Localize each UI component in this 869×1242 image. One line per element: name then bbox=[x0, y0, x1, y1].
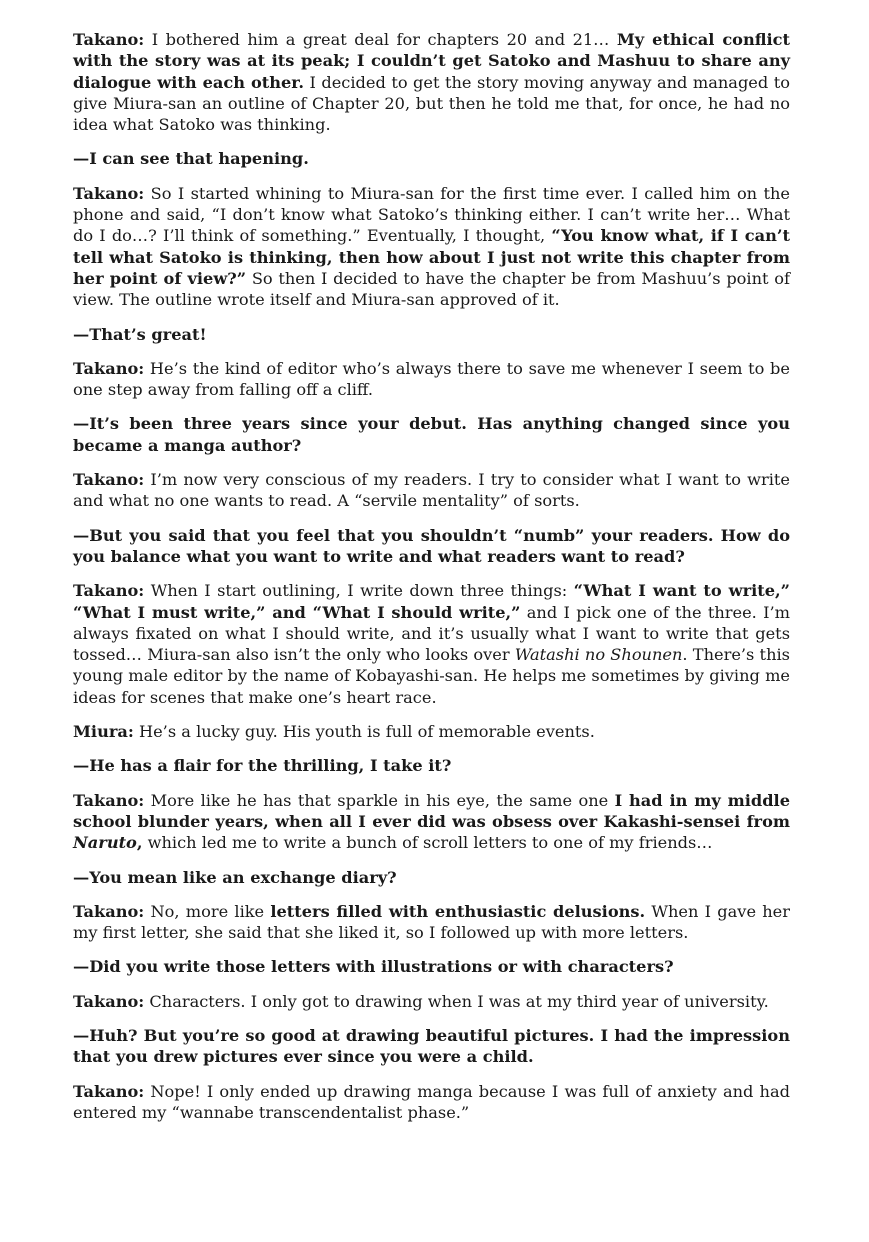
text-segment: —Huh? But you’re so good at drawing beautiful pictures. I had the impression that you drew pictures ever since you were a child. bbox=[73, 1025, 790, 1067]
text-segment: Takano: bbox=[73, 581, 145, 601]
text-segment: “You know what, if I can’t tell what Satoko is thinking, then how about I just not write this chapter from her point of view?” bbox=[73, 226, 790, 288]
interview-text bbox=[73, 29, 790, 1123]
text-segment: Watashi no Shounen bbox=[514, 645, 683, 665]
text-segment: “What I want to write,” “What I must write,” and “What I should write,” bbox=[73, 581, 790, 622]
text-segment: He’s the kind of editor who’s always there to save me whenever I seem to be one step away from falling off a cliff. bbox=[73, 358, 790, 400]
text-segment: So then I decided to have the chapter be from Mashuu’s point of view. The outline wrote itself and Miura-san approved of it. bbox=[73, 268, 790, 310]
text-segment: —But you said that you feel that you shouldn’t “numb” your readers. How do you balance what you want to write and what readers want to read? bbox=[73, 525, 790, 566]
text-segment: Nope! I only ended up drawing manga because I was full of anxiety and had entered my “wannabe transcendentalist phase.” bbox=[73, 1081, 790, 1122]
text-segment: No, more like bbox=[144, 901, 271, 921]
answer-paragraph bbox=[73, 183, 790, 311]
text-segment: —You mean like an exchange diary? bbox=[73, 867, 397, 887]
text-segment: Takano: bbox=[73, 1081, 145, 1101]
question-paragraph bbox=[73, 755, 790, 776]
question-paragraph bbox=[73, 1025, 790, 1068]
text-segment: letters filled with enthusiastic delusions. bbox=[270, 901, 646, 921]
text-segment: Takano: bbox=[73, 183, 145, 203]
text-segment: —That’s great! bbox=[73, 324, 207, 344]
question-paragraph bbox=[73, 413, 790, 456]
answer-paragraph bbox=[73, 790, 790, 854]
text-segment: He’s a lucky guy. His youth is full of memorable events. bbox=[133, 722, 595, 742]
text-segment: and I pick one of the three. I’m always fixated on what I should write, and it’s usually what I want to write that gets tossed… Miura-san also isn’t the only who looks over bbox=[73, 602, 790, 665]
text-segment: When I start outlining, I write down three things: bbox=[144, 581, 574, 601]
answer-paragraph bbox=[73, 469, 790, 512]
text-segment: Miura: bbox=[73, 722, 134, 742]
answer-paragraph bbox=[73, 1081, 790, 1124]
text-segment: —I can see that hapening. bbox=[73, 149, 309, 169]
text-segment: Takano: bbox=[73, 358, 145, 378]
text-segment: , bbox=[136, 833, 143, 853]
text-segment: Takano: bbox=[73, 790, 145, 810]
text-segment: So I started whining to Miura-san for the first time ever. I called him on the phone and said, “I don’t know what Satoko’s thinking either. I can’t write her… What do I do…? I’ll think of something.” Eventually, I thought, bbox=[73, 183, 790, 246]
answer-paragraph bbox=[73, 991, 790, 1012]
text-segment: —Did you write those letters with illustrations or with characters? bbox=[73, 957, 674, 977]
question-paragraph bbox=[73, 148, 790, 169]
text-segment: My ethical conflict with the story was at its peak; I couldn’t get Satoko and Mashuu to share any dialogue with each other. bbox=[73, 30, 790, 92]
answer-paragraph bbox=[73, 358, 790, 401]
text-segment: I had in my middle school blunder years, when all I ever did was obsess over Kakashi-sensei from bbox=[73, 790, 791, 831]
question-paragraph bbox=[73, 956, 790, 977]
answer-paragraph bbox=[73, 580, 790, 708]
text-segment: which led me to write a bunch of scroll letters to one of my friends… bbox=[142, 833, 713, 853]
text-segment: . There’s this young male editor by the name of Kobayashi-san. He helps me sometimes by giving me ideas for scenes that make one’s heart race. bbox=[73, 645, 790, 707]
text-segment: When I gave her my first letter, she said that she liked it, so I followed up with more letters. bbox=[73, 901, 790, 943]
text-segment: Takano: bbox=[73, 901, 145, 921]
question-paragraph bbox=[73, 525, 790, 568]
answer-paragraph bbox=[73, 29, 790, 135]
text-segment: Characters. I only got to drawing when I was at my third year of university. bbox=[144, 991, 769, 1011]
text-segment: I decided to get the story moving anyway and managed to give Miura-san an outline of Chapter 20, but then he told me that, for once, he had no idea what Satoko was thinking. bbox=[73, 72, 790, 135]
text-segment: I bothered him a great deal for chapters 20 and 21… bbox=[144, 30, 617, 49]
text-segment: Naruto bbox=[73, 833, 137, 853]
text-segment: More like he has that sparkle in his eye, the same one bbox=[144, 790, 615, 810]
answer-paragraph bbox=[73, 721, 790, 742]
text-segment: Takano: bbox=[73, 30, 145, 49]
text-segment: I’m now very conscious of my readers. I try to consider what I want to write and what no one wants to read. A “servile mentality” of sorts. bbox=[73, 470, 790, 511]
answer-paragraph bbox=[73, 901, 790, 944]
text-segment: Takano: bbox=[73, 991, 145, 1011]
text-segment: —It’s been three years since your debut. Has anything changed since you became a manga author? bbox=[73, 414, 790, 455]
text-segment: Takano: bbox=[73, 470, 145, 490]
text-segment: —He has a flair for the thrilling, I take it? bbox=[73, 756, 452, 776]
question-paragraph bbox=[73, 867, 790, 888]
question-paragraph bbox=[73, 324, 790, 345]
